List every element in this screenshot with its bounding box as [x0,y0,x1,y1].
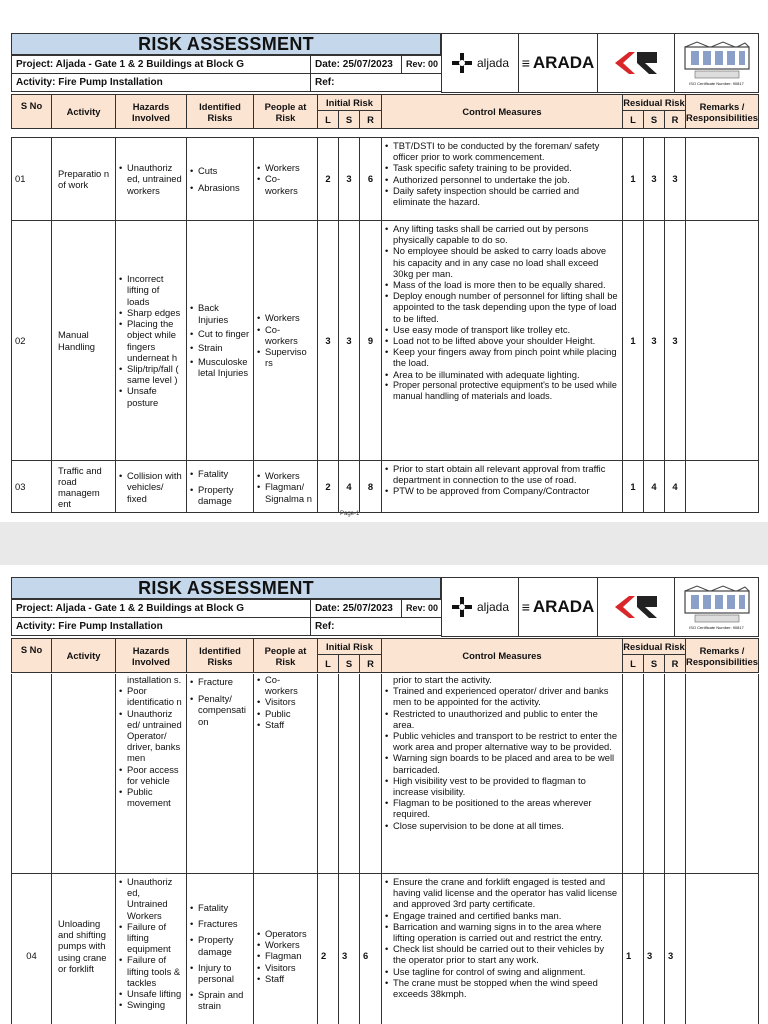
col-people: People at Risk [254,639,318,672]
row-activity [52,674,116,873]
residual-s-value: 4 [644,461,665,513]
row-sno: 02 [12,221,52,460]
project-label: Project: Aljada - Gate 1 & 2 Buildings at Block G [11,55,311,74]
row-risks: • Fatality • Property damage [187,461,254,513]
rev-label: Rev: 00 [401,599,442,618]
row-control-measures: • TBT/DSTI to be conducted by the foreman/ safety officer prior to work commencement. • Task specific safety training to be provided. • Authorized personnel to undertake the job. • Daily safety inspection should be carried and eliminate the hazard. [382,138,623,220]
residual-s-value: 3 [644,874,665,1024]
residual-l-value: 1 [623,874,644,1024]
row-hazards: • Unauthoriz ed, untrained workers [116,138,187,220]
initial-s-value [339,674,360,873]
row-people: • Operators • Workers • Flagman • Visitors • Staff [254,874,318,1024]
col-residual-s: S [644,655,665,672]
project-label: Project: Aljada - Gate 1 & 2 Buildings at Block G [11,599,311,618]
residual-r-value: 3 [665,221,686,460]
col-control-measures: Control Measures [382,639,623,672]
row-control-measures: • Ensure the crane and forklift engaged is tested and having valid license and the operator has valid license and approved 3rd party certificate. • Engage trained and certified banks man. • Barrication and warning signs in to the area where lifting operation is carried out and restrict the entry. • Check list should be carried out to their vehicles by the operator prior to start any work. • Use tagline for control of swing and alignment. • The crane must be stopped when the wind speed exceeds 38kmph. [382,874,623,1024]
row-risks: • Back Injuries • Cut to finger • Strain • Musculoske letal Injuries [187,221,254,460]
row-people: • Workers • Co- workers • Superviso rs [254,221,318,460]
arada-logo: ≡ ARADA [518,33,598,93]
table-row [12,674,758,873]
col-risks: Identified Risks [187,95,254,128]
col-control-measures: Control Measures [382,95,623,128]
initial-r-value: 6 [360,874,382,1024]
col-remarks: Remarks / Responsibilities [686,644,758,667]
col-sno: S No [12,639,52,672]
row-people: • Co- workers • Visitors • Public • Staff [254,674,318,873]
col-residual-risk: Residual Risk [623,95,686,111]
row-hazards: • Incorrect lifting of loads • Sharp edges • Placing the object while fingers underneat h • Slip/trip/fall ( same level ) • Unsafe posture [116,221,187,460]
row-remarks [686,221,758,460]
contractor-mark-icon [611,592,661,622]
table-row [12,873,758,1024]
col-initial-s: S [339,111,360,128]
initial-l-value: 3 [318,221,339,460]
residual-r-value: 3 [665,874,686,1024]
residual-r-value: 3 [665,138,686,220]
page-header [11,577,759,675]
col-initial-r: R [360,111,382,128]
col-hazards: Hazards Involved [116,639,187,672]
col-people: People at Risk [254,95,318,128]
aljada-logo: aljada [441,33,519,93]
activity-label: Activity: Fire Pump Installation [11,73,311,92]
page-2 [0,565,768,1024]
col-sno: S No [12,95,52,128]
row-remarks [686,461,758,513]
initial-s-value: 3 [339,138,360,220]
rev-label: Rev: 00 [401,55,442,74]
date-label: Date: 25/07/2023 [310,599,402,618]
initial-s-value: 3 [339,221,360,460]
col-residual-risk: Residual Risk [623,639,686,655]
col-residual-r: R [665,111,686,128]
row-hazards: • Collision with vehicles/ fixed [116,461,187,513]
column-header [11,638,759,673]
col-residual-l: L [623,111,644,128]
residual-s-value: 3 [644,221,665,460]
contractor-logo [597,577,675,637]
residual-r-value [665,674,686,873]
row-control-measures: • Any lifting tasks shall be carried out by persons physically capable to do so. • No employee should be asked to carry loads above his capacity and in any case no load shall exceed 30kg per man. • Mass of the load is more then to be equally shared. • Deploy enough number of personnel for lifting shall be appointed to the task depending upon the type of load to be lifted. • Use easy mode of transport like trolley etc. • Load not to be lifted above your shoulder Height. • Keep your fingers away from pinch point while placing the load. • Area to be illuminated with adequate lighting. • Proper personal protective equipment's to be used while manual handling of materials and loads. [382,221,623,460]
row-activity: Preparatio n of work [52,138,116,220]
initial-s-value: 3 [339,874,360,1024]
initial-l-value: 2 [318,874,339,1024]
row-sno: 03 [12,461,52,513]
col-initial-risk: Initial Risk [318,639,382,655]
row-hazards: installation s. • Poor identificatio n • Unauthoriz ed/ untrained Operator/ driver, banks men • Poor access for vehicle • Public movement [116,674,187,873]
table-row [12,220,758,460]
row-remarks [686,874,758,1024]
row-people: • Workers • Flagman/ Signalma n [254,461,318,513]
col-risks: Identified Risks [187,639,254,672]
col-residual-l: L [623,655,644,672]
risk-table-page2 [11,674,759,1024]
col-residual-s: S [644,111,665,128]
initial-r-value: 9 [360,221,382,460]
residual-l-value: 1 [623,138,644,220]
page-header [11,33,759,131]
ref-label: Ref: [310,617,442,636]
document-title: RISK ASSESSMENT [11,577,441,599]
date-label: Date: 25/07/2023 [310,55,402,74]
initial-r-value [360,674,382,873]
arada-logo: ≡ ARADA [518,577,598,637]
col-initial-l: L [318,655,339,672]
col-activity: Activity [52,95,116,128]
initial-l-value: 2 [318,138,339,220]
residual-l-value: 1 [623,221,644,460]
residual-s-value [644,674,665,873]
aljada-logo: aljada [441,577,519,637]
document-title: RISK ASSESSMENT [11,33,441,55]
row-sno [12,674,52,873]
row-people: • Workers • Co- workers [254,138,318,220]
row-hazards: • Unauthoriz ed, Untrained Workers • Failure of lifting equipment • Failure of lifting tools & tackles • Unsafe lifting • Swinging [116,874,187,1024]
col-initial-r: R [360,655,382,672]
row-risks: • Fracture • Penalty/ compensati on [187,674,254,873]
contractor-logo [597,33,675,93]
col-remarks: Remarks / Responsibilities [686,100,758,123]
col-initial-l: L [318,111,339,128]
row-activity: Traffic and road managem ent [52,461,116,513]
row-sno: 04 [12,874,52,1024]
iso-logo: ISO Certificate Number: 90817 [674,33,759,93]
col-initial-s: S [339,655,360,672]
arada-mark-icon: ≡ [521,599,530,615]
row-sno: 01 [12,138,52,220]
table-row [12,460,758,513]
activity-label: Activity: Fire Pump Installation [11,617,311,636]
row-control-measures: prior to start the activity. • Trained and experienced operator/ driver and banks men to be appointed for the activity. • Restricted to unauthorized and public to enter the area. • Public vehicles and transport to be restrict to enter the work area and proper alternative way to be provided. • Warning sign boards to be placed and area to be well barricaded. • High visibility vest to be provided to flagman to increase visibility. • Flagman to be positioned to the areas wherever required. • Close supervision to be done at all times. [382,674,623,873]
row-risks: • Cuts • Abrasions [187,138,254,220]
initial-l-value [318,674,339,873]
column-header [11,94,759,129]
row-remarks [686,138,758,220]
initial-l-value: 2 [318,461,339,513]
building-seal-icon [681,41,753,81]
col-hazards: Hazards Involved [116,95,187,128]
col-residual-r: R [665,655,686,672]
ref-label: Ref: [310,73,442,92]
risk-table-page1 [11,137,759,513]
table-row [12,137,758,220]
initial-s-value: 4 [339,461,360,513]
aljada-mark-icon [451,52,473,74]
initial-r-value: 6 [360,138,382,220]
col-initial-risk: Initial Risk [318,95,382,111]
row-risks: • Fatality • Fractures • Property damage • Injury to personal • Sprain and strain [187,874,254,1024]
iso-logo: ISO Certificate Number: 90817 [674,577,759,637]
col-activity: Activity [52,639,116,672]
residual-l-value [623,674,644,873]
residual-l-value: 1 [623,461,644,513]
contractor-mark-icon [611,48,661,78]
row-activity: Manual Handling [52,221,116,460]
row-activity: Unloading and shifting pumps with using crane or forklift [52,874,116,1024]
residual-r-value: 4 [665,461,686,513]
initial-r-value: 8 [360,461,382,513]
building-seal-icon [681,585,753,625]
aljada-mark-icon [451,596,473,618]
residual-s-value: 3 [644,138,665,220]
row-remarks [686,674,758,873]
arada-mark-icon: ≡ [521,55,530,71]
row-control-measures: • Prior to start obtain all relevant approval from traffic department in connection to the use of road. • PTW to be approved from Company/Contractor [382,461,623,513]
page-footer: Page-1 [340,511,360,517]
